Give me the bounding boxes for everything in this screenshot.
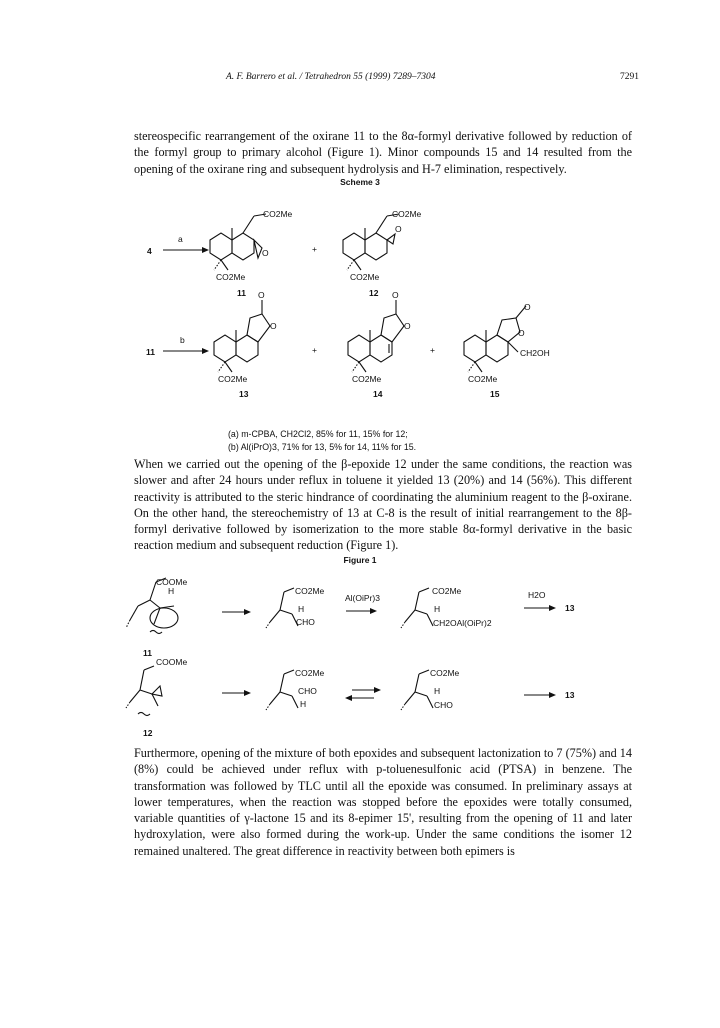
svg-text:O: O: [395, 224, 402, 234]
oxygen-13-ring: O: [270, 321, 277, 331]
fig-coome-11: COOMe: [156, 577, 188, 587]
fig-arrow-4: [222, 690, 251, 696]
plus-sign: +: [312, 244, 317, 254]
figure-1-drawing: [0, 568, 720, 743]
fig-cho-r1a: CHO: [296, 617, 315, 627]
fig-h-r1b: H: [434, 604, 441, 614]
fig-arrow-3: [524, 605, 556, 611]
co2me-11-top: CO2Me: [263, 209, 293, 219]
fig-h-r2b: H: [434, 686, 441, 696]
fig-cho-r2b: CHO: [434, 700, 453, 710]
fig-co2me-r1a: CO2Me: [295, 586, 325, 596]
scheme-caption: Scheme 3: [340, 177, 380, 187]
fig-arrow-2: [346, 608, 377, 614]
page-number: 7291: [620, 72, 639, 82]
fig-label-11: 11: [143, 648, 152, 658]
co2me-14: CO2Me: [352, 374, 382, 384]
step-b-label: b: [180, 335, 185, 345]
fig-aldehyde-2: [266, 670, 298, 710]
plus-sign-2: +: [312, 345, 317, 355]
compound-label-15: 15: [490, 389, 500, 399]
fig-cho-r2a: CHO: [298, 686, 317, 696]
reaction-arrow-a: [163, 247, 209, 253]
conditions-a: (a) m-CPBA, CH2Cl2, 85% for 11, 15% for 12;: [228, 429, 408, 439]
fig-alkoxide: [401, 588, 433, 628]
co2me-13: CO2Me: [218, 374, 248, 384]
fig-structure-12: [126, 666, 162, 716]
start-compound-2-label: 11: [146, 347, 155, 357]
oxygen-14-ring: O: [404, 321, 411, 331]
figure-caption: Figure 1: [343, 555, 377, 565]
co2me-15: CO2Me: [468, 374, 498, 384]
fig-coome-12: COOMe: [156, 657, 188, 667]
fig-product-r1: 13: [565, 603, 575, 613]
step-a-label: a: [178, 234, 183, 244]
fig-label-12: 12: [143, 728, 153, 738]
fig-co2me-r1b: CO2Me: [432, 586, 462, 596]
structure-12: [343, 214, 402, 270]
structure-15: [464, 306, 526, 372]
compound-label-11: 11: [237, 288, 246, 298]
scheme-3-drawing: [0, 190, 720, 440]
co2me-12-bottom: CO2Me: [350, 272, 380, 282]
fig-aldehyde-1: [266, 588, 298, 628]
scheme-conditions: [228, 428, 416, 454]
fig-alkoxide-label: CH2OAl(OiPr)2: [433, 618, 492, 628]
start-compound-label: 4: [147, 246, 152, 256]
structure-11: [210, 214, 269, 270]
compound-label-12: 12: [369, 288, 379, 298]
fig-aldehyde-3: [401, 670, 433, 710]
co2me-12-top: CO2Me: [392, 209, 422, 219]
compound-label-14: 14: [373, 389, 383, 399]
reaction-arrow-b: [163, 348, 209, 354]
conditions-b: (b) Al(iPrO)3, 71% for 13, 5% for 14, 11% for 15.: [228, 442, 417, 452]
ch2oh-15: CH2OH: [520, 348, 550, 358]
fig-reagent: Al(OiPr)3: [345, 593, 380, 603]
plus-sign-3: +: [430, 345, 435, 355]
compound-label-13: 13: [239, 389, 249, 399]
fig-arrow-5: [524, 692, 556, 698]
fig-h-11: H: [168, 586, 175, 596]
fig-arrow-1: [222, 609, 251, 615]
fig-water: H2O: [528, 590, 546, 600]
paragraph-3: Furthermore, opening of the mixture of both epoxides and subsequent lactonization to 7 (75%) and 14 (8%) could be achieved under reflux with p-toluenesulfonic acid (PTSA) in benzene. The transformation was followed by TLC until all the epoxide was consumed. In preliminary assays at lower temperatures, when the reaction was stopped before the epoxides were totally consumed, variable quantities of γ-lactone 15 and its 8-epimer 15', resulting from the opening of 11 and later hydroxylation, were also formed during the work-up. Under the same conditions the isomer 12 remained unaltered. The great difference in reactivity between both epimers is: [134, 746, 632, 858]
oxygen-15-carbonyl: O: [524, 302, 531, 312]
fig-product-r2: 13: [565, 690, 575, 700]
structure-14: [348, 300, 404, 372]
oxygen-15-ring: O: [518, 328, 525, 338]
svg-text:O: O: [262, 248, 269, 258]
structure-13: [214, 300, 270, 372]
oxygen-13-carbonyl: O: [258, 290, 265, 300]
fig-h-r2a: H: [300, 699, 307, 709]
fig-h-r1a: H: [298, 604, 305, 614]
oxygen-14-carbonyl: O: [392, 290, 399, 300]
paragraph-1: stereospecific rearrangement of the oxirane 11 to the 8α-formyl derivative followed by reduction of the formyl group to primary alcohol (Figure 1). Minor compounds 15 and 14 resulted from the opening of the oxirane ring and subsequent hydrolysis and H-7 elimination, respectively.: [134, 129, 632, 176]
fig-equilibrium-arrows: [345, 687, 381, 701]
fig-co2me-r2b: CO2Me: [430, 668, 460, 678]
running-head: A. F. Barrero et al. / Tetrahedron 55 (1999) 7289–7304: [226, 72, 436, 82]
co2me-11-bottom: CO2Me: [216, 272, 246, 282]
fig-co2me-r2a: CO2Me: [295, 668, 325, 678]
paragraph-2: When we carried out the opening of the β-epoxide 12 under the same conditions, the reaction was slower and after 24 hours under reflux in toluene it yielded 13 (20%) and 14 (56%). This different reactivity is attributed to the steric hindrance of coordinating the aluminium reagent to the β-oxirane. On the other hand, the stereochemistry of 13 at C-8 is the result of initial rearrangement to the 8β-formyl derivative followed by isomerization to the more stable 8α-formyl derivative in the basic reaction medium and subsequent reduction (Figure 1).: [134, 457, 632, 553]
